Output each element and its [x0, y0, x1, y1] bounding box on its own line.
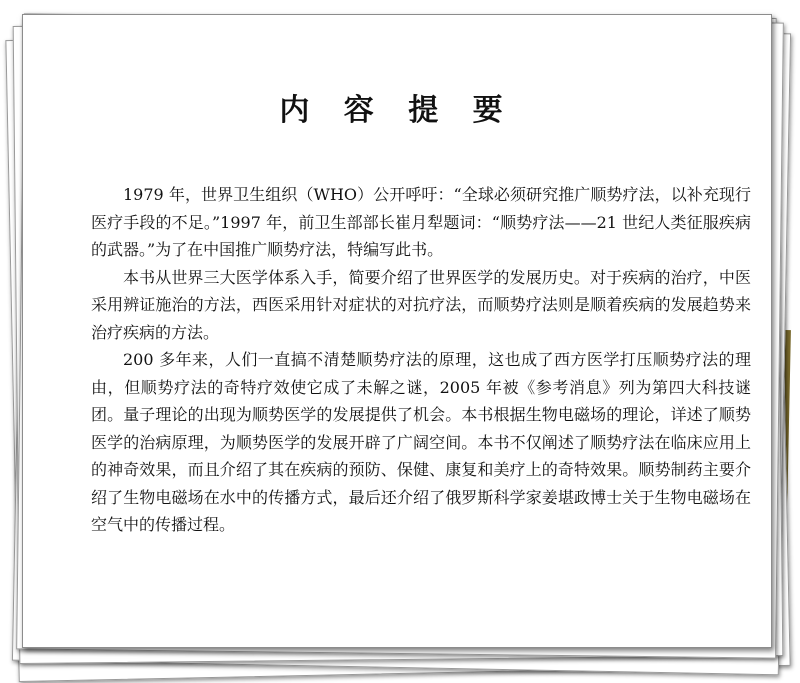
- front-page: [22, 14, 772, 648]
- paragraph-3: 200 多年来，人们一直搞不清楚顺势疗法的原理，这也成了西方医学打压顺势疗法的理由，但顺势疗法的奇特疗效使它成了未解之谜，2005 年被《参考消息》列为第四大科技谜团。量子理论的出现为顺势医学的发展提供了机会。本书根据生物电磁场的理论，详述了顺势医学的治病原理，为顺势医学的发展开辟了广阔空间。本书不仅阐述了顺势疗法在临床应用上的神奇效果，而且介绍了其在疾病的预防、保健、康复和美疗上的奇特效果。顺势制药主要介绍了生物电磁场在水中的传播方式，最后还介绍了俄罗斯科学家姜堪政博士关于生物电磁场在空气中的传播过程。: [91, 350, 751, 534]
- page-title: 内 容 提 要: [279, 93, 515, 128]
- paragraph-2: 本书从世界三大医学体系入手，简要介绍了世界医学的发展历史。对于疾病的治疗，中医采用辨证施治的方法，西医采用针对症状的对抗疗法，而顺势疗法则是顺着疾病的发展趋势来治疗疾病的方法。: [91, 267, 751, 342]
- paragraph-1: 1979 年，世界卫生组织（WHO）公开呼吁：“全球必须研究推广顺势疗法，以补充现行医疗手段的不足。”1997 年，前卫生部部长崔月犁题词：“顺势疗法——21 世纪人类征服疾病的武器。”为了在中国推广顺势疗法，特编写此书。: [91, 185, 751, 259]
- summary-body: [91, 181, 751, 539]
